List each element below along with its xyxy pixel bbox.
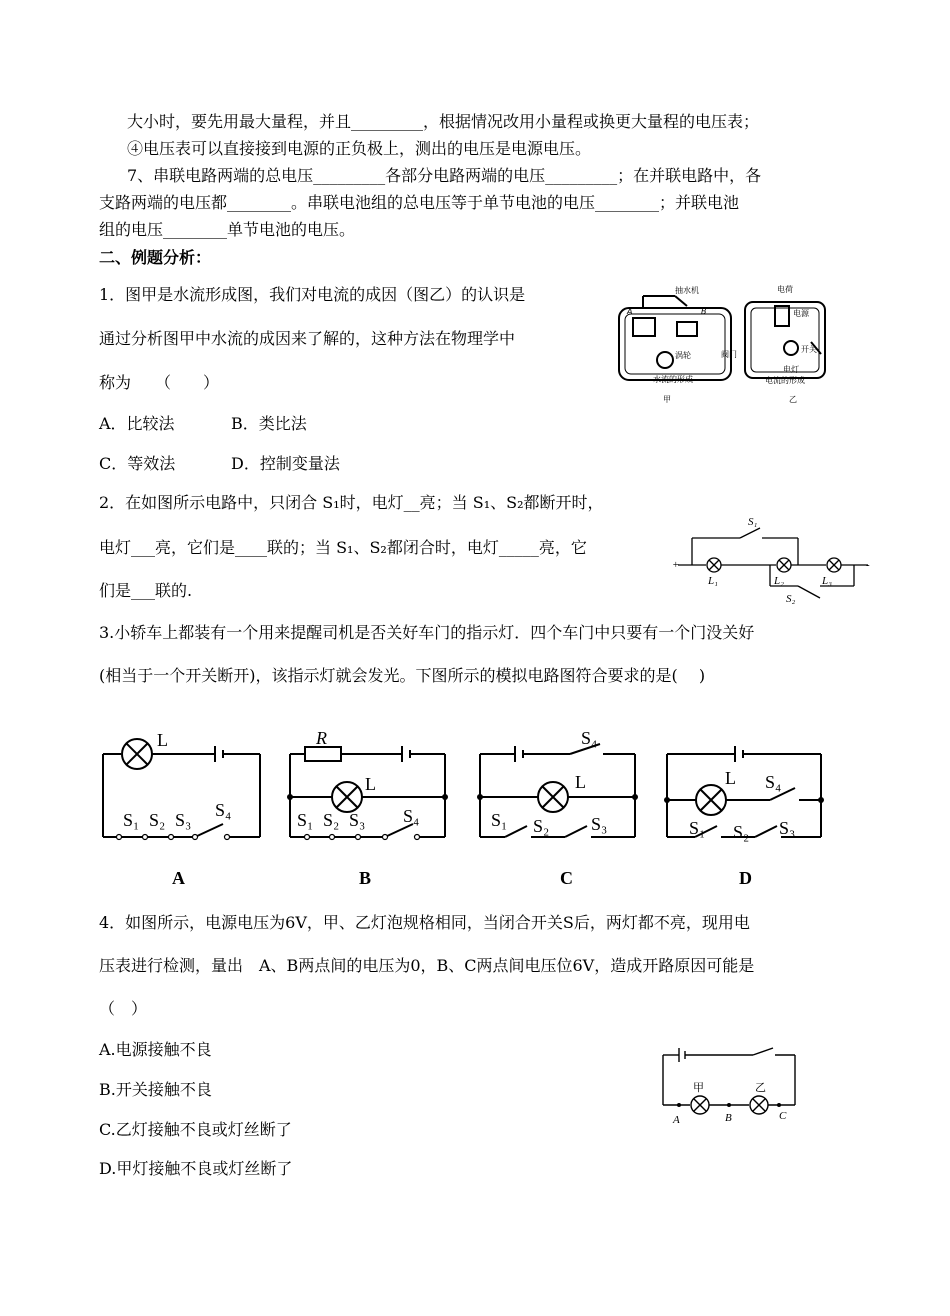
point-a-label: A [673,1114,680,1126]
text-line: 7、串联电路两端的总电压_________各部分电路两端的电压_________；在并联电路中，各 [127,166,762,185]
s1-label-a: S₁ [123,810,140,830]
s1-label: S₁ [748,516,758,528]
minus-label: - [866,559,870,571]
l1-label: L₁ [708,575,718,587]
water-caption: 水流的形成 [653,375,693,384]
valve-label: 阀门 [721,350,737,359]
question-4-line: （ ） [99,999,148,1018]
option-d: D．控制变量法 [231,454,340,473]
question-4-line: 压表进行检测，量出 A、B两点间的电压为0，B、C两点间电压位6V，造成开路原因可能是 [99,956,755,975]
s4-label-b: S₄ [403,806,420,826]
figure-yi-label: 乙 [789,395,797,404]
label-a: A [627,307,633,316]
current-caption: 电流的形成 [765,376,805,385]
lamp-label-d: L [725,768,736,788]
source-label: 电源 [793,309,809,318]
l3-label: L₃ [822,575,832,587]
option-c-label: C [560,868,573,888]
water-current-figure [605,282,845,407]
question-2-line: 2．在如图所示电路中，只闭合 S₁时，电灯__亮；当 S₁、S₂都断开时， [99,493,604,512]
lamp-label-a: L [157,730,168,750]
option-b: B.开关接触不良 [99,1080,212,1099]
option-b: B．类比法 [231,414,307,433]
section-title: 二、例题分析： [99,248,212,267]
s2-label-d: S₂ [733,822,750,842]
text-line: ④电压表可以直接接到电源的正负极上，测出的电压是电源电压。 [127,139,592,158]
lamp-label-c: L [575,772,586,792]
question-1-line: 称为 （ ） [99,373,220,392]
s2-label-c: S₂ [533,816,550,836]
question-4-line: 4．如图所示，电源电压为6V，甲、乙灯泡规格相同，当闭合开关S后，两灯都不亮，现用电 [99,913,750,932]
lamp-label: 电灯 [783,365,799,374]
option-d-label: D [739,868,752,888]
s2-label: S₂ [786,593,796,605]
plus-label: + [672,559,680,571]
option-c: C.乙灯接触不良或灯丝断了 [99,1120,292,1139]
lamp-label-b: L [365,774,376,794]
lamp-jia-label: 甲 [693,1082,704,1094]
label-b: B [701,307,707,316]
option-d: D.甲灯接触不良或灯丝断了 [99,1159,293,1178]
s1-label-b: S₁ [297,810,314,830]
s1-label-c: S₁ [491,810,508,830]
question-3-line: 3.小轿车上都装有一个用来提醒司机是否关好车门的指示灯．四个车门中只要有一个门没关好 [99,623,755,642]
turbine-label: 涡轮 [675,351,691,360]
switch-label: 开关 [801,345,817,354]
q3-circuits-figure [95,722,840,892]
resistor-label-b: R [316,728,327,748]
text-line: 组的电压________单节电池的电压。 [99,220,356,239]
figure-jia-label: 甲 [663,395,671,404]
option-a: A.电源接触不良 [99,1040,212,1059]
s2-label-a: S₂ [149,810,166,830]
option-b-label: B [359,868,372,888]
option-c: C．等效法 [99,454,176,473]
s4-label-d: S₄ [765,772,782,792]
question-2-line: 电灯___亮，它们是____联的；当 S₁、S₂都闭合时，电灯_____亮，它 [99,538,587,557]
s4-label-c: S₄ [581,728,598,748]
s3-label-b: S₃ [349,810,366,830]
s2-label-b: S₂ [323,810,340,830]
s1-label-d: S₁ [689,818,706,838]
s3-label-d: S₃ [779,818,796,838]
q4-circuit-figure [655,1045,805,1130]
option-a-label: A [172,868,185,888]
s3-label-a: S₃ [175,810,192,830]
s3-label-c: S₃ [591,814,608,834]
question-2-line: 们是___联的. [99,581,193,600]
question-1-line: 1．图甲是水流形成图，我们对电流的成因（图乙）的认识是 [99,285,526,304]
l2-label: L₂ [774,575,784,587]
pump-label: 抽水机 [675,286,699,295]
text-line: 支路两端的电压都________。串联电池组的总电压等于单节电池的电压________；并联电池 [99,193,740,212]
q2-circuit-figure [670,510,875,605]
charge-label: 电荷 [777,285,793,294]
lamp-yi-label: 乙 [755,1082,766,1094]
option-a: A．比较法 [99,414,175,433]
point-c-label: C [779,1110,787,1122]
s4-label-a: S₄ [215,800,232,820]
point-b-label: B [725,1112,732,1124]
question-3-line: (相当于一个开关断开)，该指示灯就会发光。下图所示的模拟电路图符合要求的是( ) [99,666,706,685]
text-line: 大小时，要先用最大量程，并且_________，根据情况改用小量程或换更大量程的电压表； [127,112,760,131]
question-1-line: 通过分析图甲中水流的成因来了解的，这种方法在物理学中 [99,329,516,348]
